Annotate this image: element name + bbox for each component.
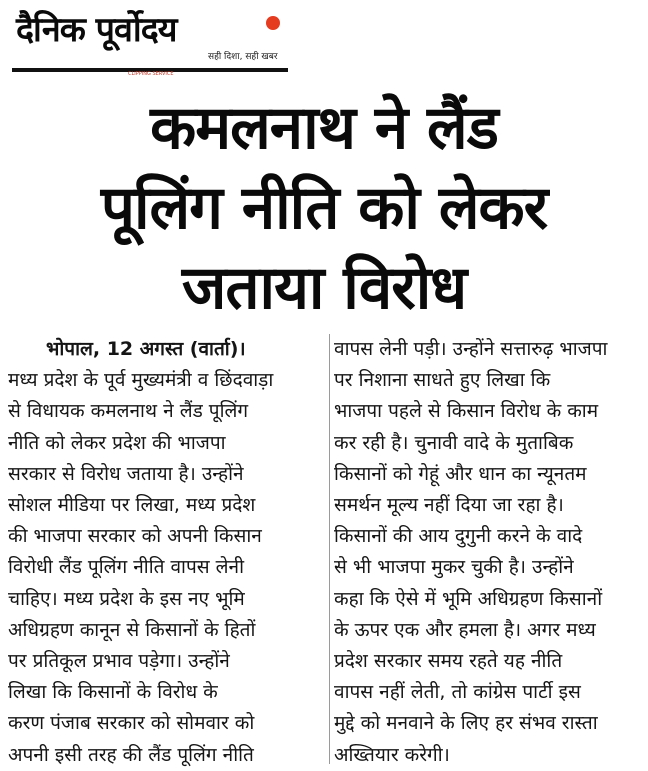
article-headline <box>0 88 648 328</box>
body-line: करण पंजाब सरकार को सोमवार को <box>8 712 255 735</box>
logo-dot-icon <box>266 16 280 30</box>
article-body-left-column <box>8 334 326 771</box>
body-line: कर रही है। चुनावी वादे के मुताबिक <box>334 431 574 454</box>
body-line: अपनी इसी तरह की लैंड पूलिंग नीति <box>8 743 254 766</box>
column-divider <box>329 334 330 764</box>
logo-tagline: सही दिशा, सही खबर <box>208 52 278 62</box>
headline-line: कमलनाथ ने लैंड <box>150 93 498 163</box>
body-line: मुद्दे को मनवाने के लिए हर संभव रास्ता <box>334 712 598 735</box>
headline-line: पूलिंग नीति को लेकर <box>100 173 548 243</box>
body-line: वापस लेनी पड़ी। उन्होंने सत्तारुढ़ भाजपा <box>334 338 608 360</box>
body-line: विरोधी लैंड पूलिंग नीति वापस लेनी <box>8 556 245 579</box>
newspaper-logo-wordmark: दैनिक पूर्वोदय <box>16 10 177 50</box>
body-line: कहा कि ऐसे में भूमि अधिग्रहण किसानों <box>334 587 603 610</box>
body-line: अधिग्रहण कानून से किसानों के हितों <box>8 618 256 641</box>
masthead <box>10 4 290 76</box>
headline-line: जताया विरोध <box>181 253 467 323</box>
body-line: भाजपा पहले से किसान विरोध के काम <box>334 400 599 423</box>
logo-subtag: CLIPPING SERVICE <box>128 71 174 77</box>
body-line: मध्य प्रदेश के पूर्व मुख्यमंत्री व छिंदवाड़ा <box>8 369 274 392</box>
body-line: किसानों को गेहूं और धान का न्यूनतम <box>334 462 587 485</box>
body-line: प्रदेश सरकार समय रहते यह नीति <box>334 650 563 673</box>
body-line: की भाजपा सरकार को अपनी किसान <box>8 525 262 548</box>
body-line: पर प्रतिकूल प्रभाव पड़ेगा। उन्होंने <box>8 650 230 673</box>
body-line: लिखा कि किसानों के विरोध के <box>8 681 218 704</box>
dateline: भोपाल, 12 अगस्त (वार्ता)। <box>46 338 246 360</box>
body-line: चाहिए। मध्य प्रदेश के इस नए भूमि <box>8 587 245 610</box>
article-body-right-column <box>334 334 640 771</box>
body-line: पर निशाना साधते हुए लिखा कि <box>334 369 551 392</box>
body-line: किसानों की आय दुगुनी करने के वादे <box>334 525 583 548</box>
body-line: सरकार से विरोध जताया है। उन्होंने <box>8 462 244 485</box>
body-line: नीति को लेकर प्रदेश की भाजपा <box>8 431 226 454</box>
body-line: समर्थन मूल्य नहीं दिया जा रहा है। <box>334 494 564 517</box>
body-line: सोशल मीडिया पर लिखा, मध्य प्रदेश <box>8 494 256 517</box>
body-line: के ऊपर एक और हमला है। अगर मध्य <box>334 618 596 641</box>
body-line: वापस नहीं लेती, तो कांग्रेस पार्टी इस <box>334 681 581 704</box>
body-line: से विधायक कमलनाथ ने लैंड पूलिंग <box>8 400 249 423</box>
body-line: अख्तियार करेगी। <box>334 743 450 766</box>
body-line: से भी भाजपा मुकर चुकी है। उन्होंने <box>334 556 574 579</box>
